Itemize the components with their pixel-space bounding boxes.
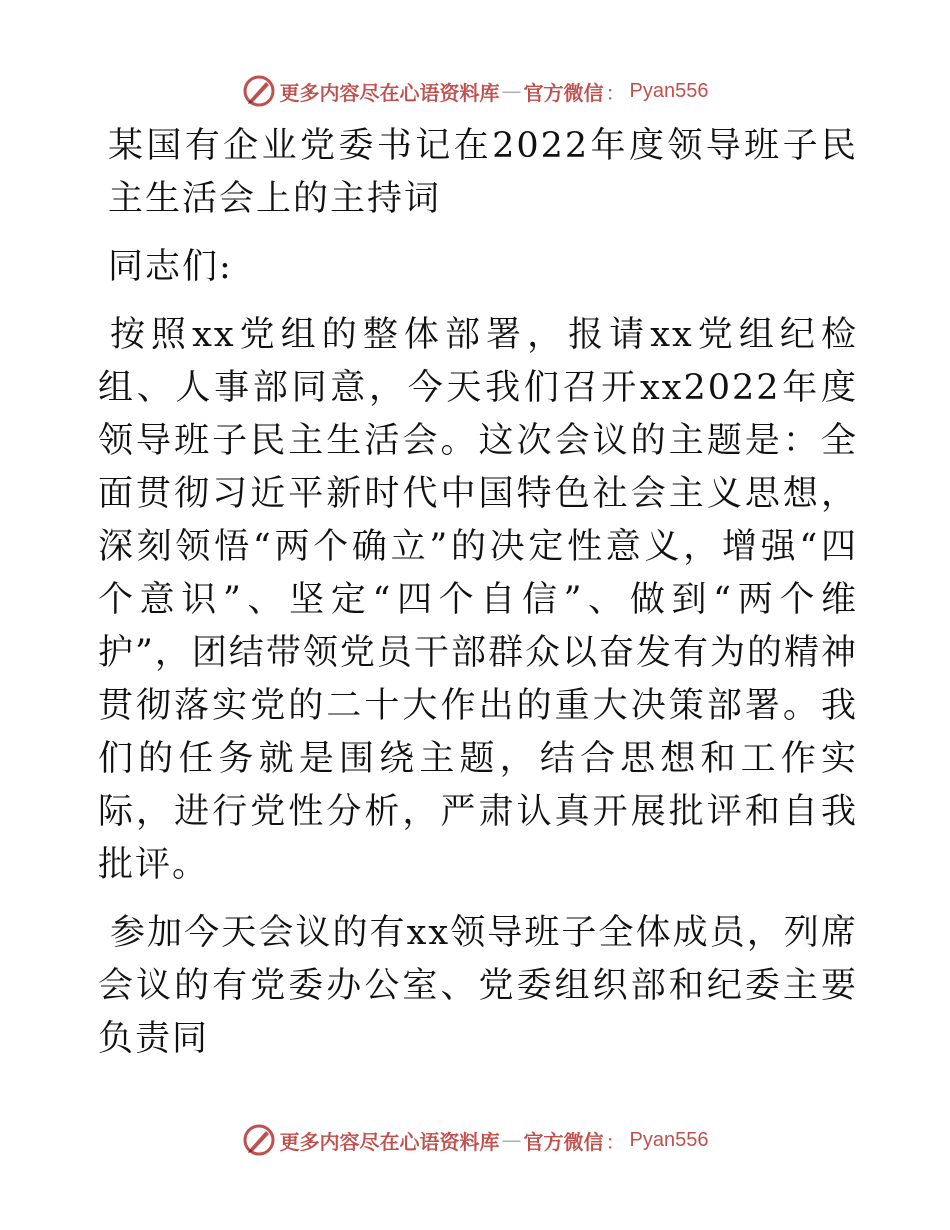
footer-banner [0, 1120, 950, 1160]
banner-brand-text: 更多内容尽在心语资料库 [279, 1129, 500, 1154]
banner-wechat-handle: Pyan556 [629, 1128, 709, 1151]
banner-dash: — [501, 79, 522, 103]
banner-dash: — [501, 1128, 522, 1152]
document-body [98, 120, 858, 1081]
header-banner [0, 71, 950, 111]
banner-wechat-label: 官方微信 [523, 1129, 604, 1154]
banner-colon: ： [605, 1129, 626, 1154]
document-paragraph-2: 参加今天会议的有xx领导班子全体成员，列席会议的有党委办公室、党委组织部和纪委主要负责同 [98, 913, 858, 1059]
document-paragraph-1: 按照xx党组的整体部署，报请xx党组纪检组、人事部同意，今天我们召开xx2022年度领导班子民主生活会。这次会议的主题是：全面贯彻习近平新时代中国特色社会主义思想，深刻领悟“两个确立”的决定性意义，增强“四个意识”、坚定“四个自信”、做到“两个维护”，团结带领党员干部群众以奋发有为的精神贯彻落实党的二十大作出的重大决策部署。我们的任务就是围绕主题，结合思想和工作实际，进行党性分析，严肃认真开展批评和自我批评。 [98, 315, 858, 885]
quill-logo-icon [242, 74, 276, 108]
document-greeting: 同志们: [108, 247, 233, 287]
banner-brand-text: 更多内容尽在心语资料库 [279, 80, 500, 105]
document-title: 某国有企业党委书记在2022年度领导班子民主生活会上的主持词 [108, 126, 858, 219]
banner-colon: ： [605, 80, 626, 105]
banner-wechat-label: 官方微信 [523, 80, 604, 105]
quill-logo-icon [242, 1123, 276, 1157]
banner-wechat-handle: Pyan556 [629, 79, 709, 102]
